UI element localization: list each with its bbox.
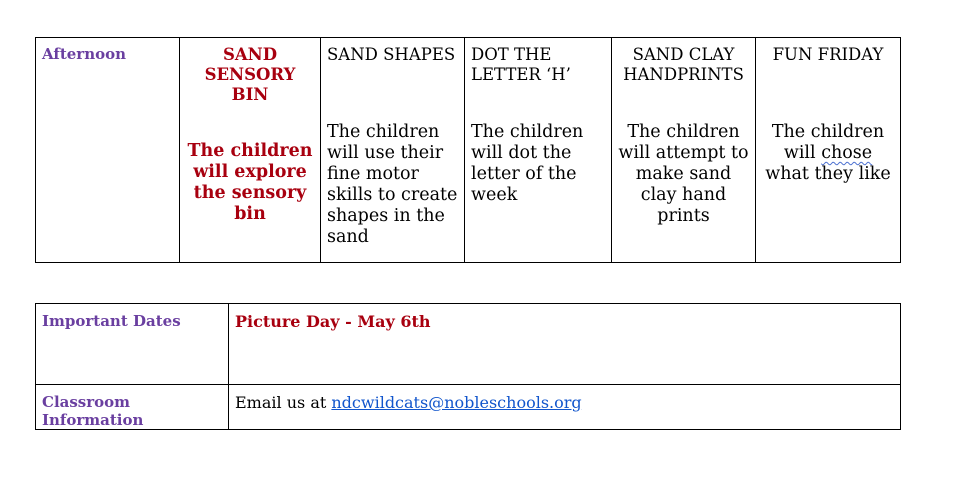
important-dates-value-cell: [229, 304, 901, 385]
weekly-schedule-table: [35, 37, 901, 263]
description-text: The children will: [771, 122, 885, 163]
activity-description: The children will use their fine motor skills to create shapes in the sand: [327, 122, 458, 247]
day-cell-sand-shapes: [321, 38, 465, 263]
afternoon-row: [36, 38, 901, 263]
important-dates-row: [36, 304, 901, 385]
email-prefix: Email us at: [235, 393, 332, 412]
activity-description: The children will dot the letter of the week: [471, 122, 584, 205]
classroom-info-value: [235, 393, 894, 412]
classroom-info-label: Classroom Information: [42, 393, 144, 429]
activity-description: [762, 122, 894, 185]
important-dates-label: Important Dates: [42, 312, 181, 330]
day-cell-sand-clay-handprints: [612, 38, 756, 263]
important-dates-value: Picture Day - May 6th: [235, 312, 431, 331]
description-text: what they like: [765, 164, 891, 184]
classroom-info-value-cell: [229, 385, 901, 430]
activity-title: SAND CLAY HANDPRINTS: [623, 45, 744, 84]
classroom-info-label-cell: [36, 385, 229, 430]
day-cell-dot-the-letter: [465, 38, 612, 263]
activity-title: FUN FRIDAY: [772, 45, 884, 64]
day-cell-sand-sensory-bin: [180, 38, 321, 263]
activity-title: SAND SHAPES: [327, 45, 456, 64]
day-cell-fun-friday: [756, 38, 901, 263]
important-dates-label-cell: [36, 304, 229, 385]
classroom-info-row: [36, 385, 901, 430]
activity-title: SAND SENSORY BIN: [204, 45, 296, 104]
row-label: Afternoon: [42, 45, 127, 63]
row-label-cell: [36, 38, 180, 263]
activity-description: The children will attempt to make sand clay hand prints: [618, 122, 749, 226]
spellcheck-flagged-word[interactable]: chose: [821, 143, 873, 163]
email-link[interactable]: ndcwildcats@nobleschools.org: [331, 393, 582, 412]
activity-title: DOT THE LETTER ‘H’: [471, 45, 571, 84]
info-table: [35, 303, 901, 430]
activity-description: The children will explore the sensory bin: [187, 141, 313, 224]
